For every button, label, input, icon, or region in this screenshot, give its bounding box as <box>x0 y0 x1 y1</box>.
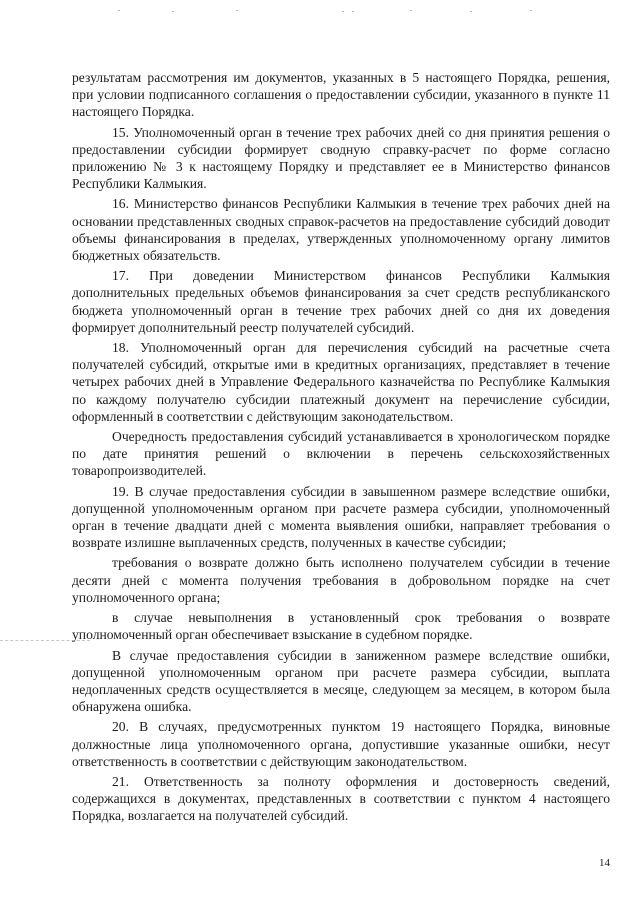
scan-artifact <box>410 10 412 11</box>
scan-artifact <box>236 10 238 11</box>
scan-artifact <box>352 11 354 12</box>
paragraph-19: 19. В случае предоставления субсидии в завышенном размере вследствие ошибки, допущенной уполномоченным органом при расчете размера субсидии, уполномоченный орган в течение двадцати дней с момента выявления ошибки, направляет требования о возврате излишне выплаченных средств, полученных в качестве субсидии; <box>72 483 610 551</box>
scan-artifact <box>470 11 472 12</box>
paragraph-20: 20. В случаях, предусмотренных пунктом 19 настоящего Порядка, виновные должностные лица уполномоченного органа, допустившие указанные ошибки, несут ответственность в соответствии с действующим законодательством. <box>72 719 610 769</box>
scan-artifact <box>118 10 120 11</box>
paragraph-19-underpayment: В случае предоставления субсидии в заниженном размере вследствие ошибки, допущенной уполномоченным органом при расчете размера субсидии, выплата недоплаченных средств осуществляется в месяце, следующем за месяцем, в котором была обнаружена ошибка. <box>72 647 610 715</box>
scan-artifact <box>172 11 174 12</box>
paragraph-17: 17. При доведении Министерством финансов Республики Калмыкия дополнительных предельных объемов финансирования за счет средств республиканского бюджета уполномоченный орган в течение трех рабочих дней со дня их доведения формирует дополнительный реестр получателей субсидий. <box>72 268 610 335</box>
paragraph-19-return: требования о возврате должно быть исполнено получателем субсидии в течение десяти дней с момента получения требования в добровольном порядке на счет уполномоченного органа; <box>72 555 610 605</box>
paragraph-18-order: Очередность предоставления субсидий устанавливается в хронологическом порядке по дате принятия решений о включении в перечень сельскохозяйственных товаропроизводителей. <box>72 429 610 479</box>
paragraph-21: 21. Ответственность за полноту оформления и достоверность сведений, содержащихся в документах, представленных в соответствии с пунктом 4 настоящего Порядка, возлагается на получателей субсидий. <box>72 773 610 824</box>
paragraph-15: 15. Уполномоченный орган в течение трех рабочих дней со дня принятия решения о предоставлении субсидии формирует сводную справку-расчет по форме согласно приложению № 3 к настоящему Порядку и представляет ее в Министерство финансов Республики Калмыкия. <box>72 124 610 192</box>
document-body <box>72 69 610 828</box>
paragraph-continuation: результатам рассмотрения им документов, указанных в 5 настоящего Порядка, решения, при условии подписанного соглашения о предоставлении субсидии, указанного в пункте 11 настоящего Порядка. <box>72 70 610 120</box>
paragraph-19-enforcement: в случае невыполнения в установленный срок требования о возврате уполномоченный орган обеспечивает взыскание в судебном порядке. <box>72 610 610 643</box>
scan-artifact <box>342 11 344 12</box>
page-number: 14 <box>599 857 610 869</box>
paragraph-16: 16. Министерство финансов Республики Калмыкия в течение трех рабочих дней на основании представленных сводных справок-расчетов на предоставление субсидий доводит объемы финансирования в пределах, утвержденных уполномоченному органу лимитов бюджетных обязательств. <box>72 196 610 264</box>
scan-artifact <box>530 10 532 11</box>
paragraph-18: 18. Уполномоченный орган для перечисления субсидий на расчетные счета получателей субсидий, открытые ими в кредитных организациях, представляет в течение четырех рабочих дней в Управление Федерального казначейства по Республике Калмыкия по каждому получателю субсидии платежный документ на перечисление субсидии, оформленный в соответствии с действующим законодательством. <box>72 340 610 424</box>
